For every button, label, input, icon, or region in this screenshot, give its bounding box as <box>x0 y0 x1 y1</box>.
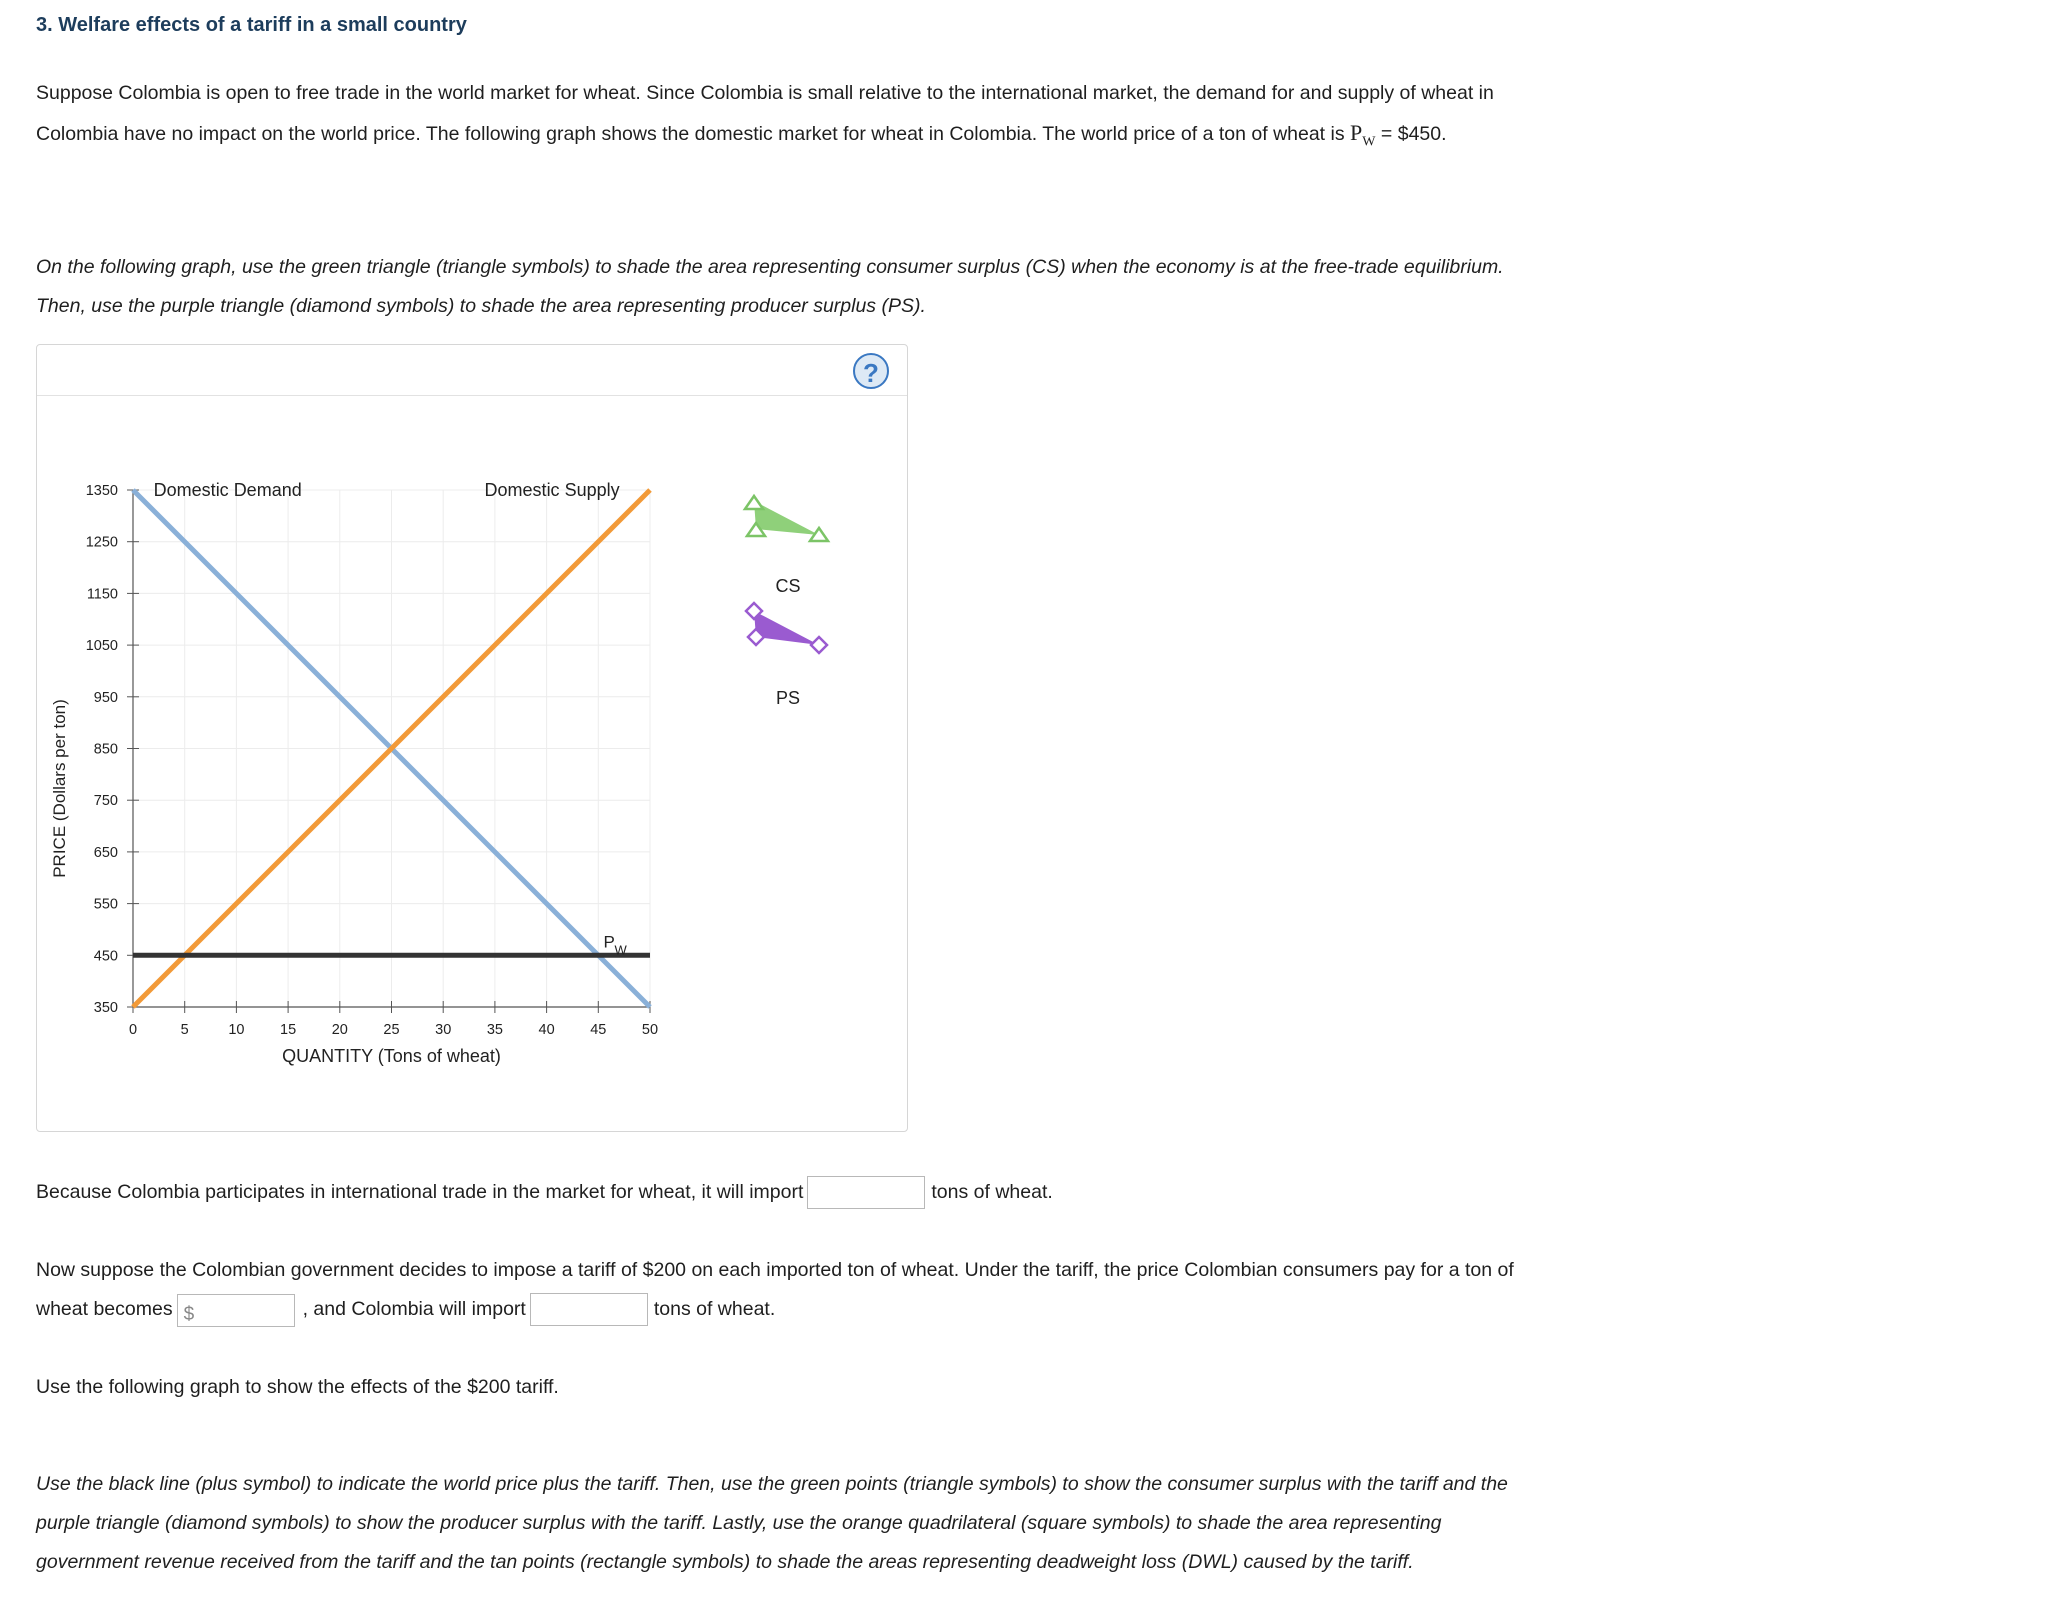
x-tick-label: 25 <box>383 1022 400 1038</box>
ps-tool-shape[interactable] <box>754 611 819 645</box>
cs-triangle-marker[interactable] <box>810 528 828 541</box>
domestic-supply-label: Domestic Supply <box>484 480 620 500</box>
intro-paragraph <box>36 74 1536 161</box>
y-tick-label: 1350 <box>85 483 118 499</box>
import-quantity-input[interactable] <box>807 1176 925 1209</box>
supply-demand-graph[interactable] <box>37 395 907 1130</box>
x-tick-label: 10 <box>228 1022 245 1038</box>
ps-tool[interactable] <box>746 603 827 708</box>
y-tick-label: 850 <box>93 741 118 758</box>
tariff-price-input[interactable] <box>177 1294 295 1327</box>
cs-tool-shape[interactable] <box>754 501 819 535</box>
intro-text: Suppose Colombia is open to free trade in the world market for wheat. Since Colombia is small relative to the international market, the demand for and supply of wheat in Colombia have no impact on the world price. The following graph shows the domestic market for wheat in Colombia. The world price of a ton of wheat is <box>36 82 1494 145</box>
currency-symbol: $ <box>183 1304 195 1326</box>
x-tick-label: 5 <box>180 1022 189 1038</box>
tariff-effects-instruction: Use the black line (plus symbol) to indicate the world price plus the tariff. Then, use the green points (triangle symbols) to show the consumer surplus with the tariff and the purple triangle (diamond symbols) to show the producer surplus with the tariff. Lastly, use the orange quadrilateral (square symbols) to shade the area representing government revenue received from the tariff and the tan points (rectangle symbols) to shade the areas representing deadweight loss (DWL) caused by the tariff. <box>36 1473 1508 1573</box>
x-tick-label: 50 <box>641 1022 659 1038</box>
cs-triangle-marker[interactable] <box>745 496 763 509</box>
x-tick-label: 35 <box>486 1022 503 1038</box>
intro-price-text: = $450. <box>1375 123 1447 145</box>
help-button[interactable]: ? <box>853 353 889 389</box>
x-axis-title: QUANTITY (Tons of wheat) <box>282 1046 501 1066</box>
y-tick-label: 450 <box>93 948 118 965</box>
x-tick-label: 30 <box>435 1022 452 1038</box>
x-tick-label: 45 <box>590 1022 607 1038</box>
y-tick-label: 350 <box>93 1000 118 1016</box>
x-tick-label: 15 <box>280 1022 297 1038</box>
cs-tool-label: CS <box>775 576 801 596</box>
import-question: Because Colombia participates in international trade in the market for wheat, it will import tons of wheat. <box>36 1173 1536 1212</box>
instruction-cs-ps: On the following graph, use the green triangle (triangle symbols) to shade the area representing consumer surplus (CS) when the economy is at the free-trade equilibrium. Then, use the purple triangle (diamond symbols) to shade the area representing producer surplus (PS). <box>36 256 1504 317</box>
tariff-graph-instruction: Use the following graph to show the effects of the $200 tariff. <box>36 1376 559 1398</box>
tariff-price-field[interactable] <box>177 1290 295 1329</box>
y-tick-label: 750 <box>93 793 118 810</box>
tariff-question: Now suppose the Colombian government decides to impose a tariff of $200 on each imported ton of wheat. Under the tariff, the price Colombian consumers pay for a ton of wheat becomes $ , and Colombia will import tons of wheat. <box>36 1251 1536 1329</box>
domestic-demand-label: Domestic Demand <box>153 480 302 500</box>
labels <box>154 480 628 957</box>
y-tick-label: 550 <box>93 896 118 913</box>
world-price-symbol: $P_W$ <box>1350 120 1376 150</box>
question-title: 3. Welfare effects of a tariff in a small country <box>36 14 467 36</box>
y-tick-label: 950 <box>93 689 118 706</box>
x-tick-label: 0 <box>128 1022 138 1038</box>
x-tick-label: 40 <box>538 1022 555 1038</box>
y-axis-title: PRICE (Dollars per ton) <box>50 699 69 878</box>
y-tick-label: 1150 <box>86 586 118 603</box>
y-tick-label: 1050 <box>85 638 118 655</box>
graph-toolbar <box>37 345 907 396</box>
tariff-import-input[interactable] <box>530 1293 648 1326</box>
ps-diamond-marker[interactable] <box>811 637 827 653</box>
x-tick-label: 20 <box>331 1022 348 1038</box>
y-tick-label: 1250 <box>85 534 118 551</box>
world-price-subscript: W <box>614 942 627 958</box>
graph-panel <box>36 344 908 1132</box>
world-price-label: P <box>603 932 615 952</box>
cs-tool[interactable] <box>745 496 828 596</box>
y-tick-label: 650 <box>93 844 118 861</box>
ps-tool-label: PS <box>775 688 801 708</box>
